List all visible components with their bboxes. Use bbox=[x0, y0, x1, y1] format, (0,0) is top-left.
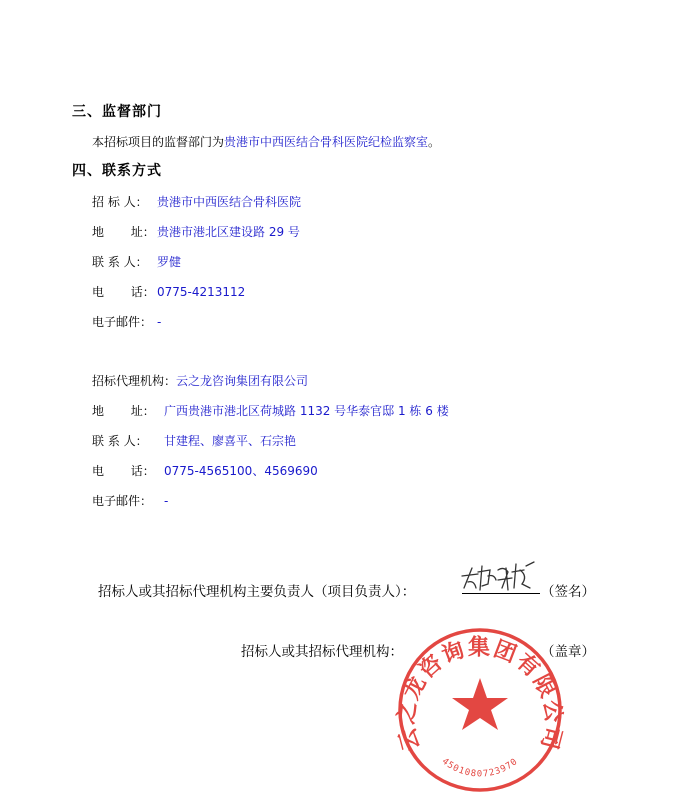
agency-contact-row bbox=[92, 432, 296, 449]
supervision-text bbox=[92, 133, 440, 150]
tenderer-address-label: 地 址： bbox=[92, 225, 155, 239]
signature-label: 招标人或其招标代理机构主要负责人（项目负责人）： bbox=[98, 584, 416, 600]
agency-phone: 0775-4565100、4569690 bbox=[164, 464, 318, 478]
section-heading-contact: 四、联系方式 bbox=[72, 163, 162, 179]
agency-name: 云之龙咨询集团有限公司 bbox=[176, 374, 309, 388]
tenderer-email-label: 电子邮件： bbox=[92, 315, 153, 329]
agency-email-label: 电子邮件： bbox=[92, 494, 153, 508]
tenderer-name-row bbox=[92, 193, 301, 210]
agency-name-row bbox=[92, 372, 308, 389]
tenderer-contact-label: 联 系 人： bbox=[92, 255, 148, 269]
agency-email: - bbox=[164, 494, 169, 508]
seal-label: 招标人或其招标代理机构： bbox=[241, 644, 403, 660]
tenderer-address: 贵港市港北区建设路 29 号 bbox=[157, 225, 300, 239]
agency-phone-label: 电 话： bbox=[92, 464, 155, 478]
tenderer-contact: 罗健 bbox=[157, 255, 182, 269]
supervision-text-prefix: 本招标项目的监督部门为 bbox=[92, 135, 225, 149]
supervision-text-suffix: 。 bbox=[428, 135, 441, 149]
tenderer-address-row bbox=[92, 223, 300, 240]
tenderer-email: - bbox=[157, 315, 162, 329]
supervision-department: 贵港市中西医结合骨科医院纪检监察室 bbox=[224, 135, 429, 149]
tenderer-phone-row bbox=[92, 283, 245, 300]
tenderer-name-label: 招 标 人： bbox=[92, 195, 148, 209]
agency-name-label: 招标代理机构： bbox=[92, 374, 177, 388]
agency-email-row bbox=[92, 492, 168, 509]
agency-phone-row bbox=[92, 462, 318, 479]
svg-text:云之龙咨询集团有限公司: 云之龙咨询集团有限公司 bbox=[394, 635, 566, 754]
agency-contact-label: 联 系 人： bbox=[92, 434, 148, 448]
svg-text:4501080723970: 4501080723970 bbox=[439, 756, 521, 780]
agency-contact: 甘建程、廖喜平、石宗艳 bbox=[164, 434, 297, 448]
company-stamp bbox=[392, 626, 568, 796]
tenderer-phone: 0775-4213112 bbox=[157, 285, 246, 299]
agency-address-label: 地 址： bbox=[92, 404, 155, 418]
section-heading-supervision: 三、监督部门 bbox=[72, 104, 162, 120]
tenderer-phone-label: 电 话： bbox=[92, 285, 155, 299]
agency-address: 广西贵港市港北区荷城路 1132 号华泰官邸 1 栋 6 楼 bbox=[164, 404, 449, 418]
seal-suffix: （盖章） bbox=[541, 644, 595, 660]
agency-address-row bbox=[92, 402, 449, 419]
handwritten-signature bbox=[458, 558, 548, 594]
tenderer-contact-row bbox=[92, 253, 181, 270]
tenderer-email-row bbox=[92, 313, 161, 330]
signature-suffix: （签名） bbox=[541, 584, 595, 600]
tenderer-name: 贵港市中西医结合骨科医院 bbox=[157, 195, 302, 209]
